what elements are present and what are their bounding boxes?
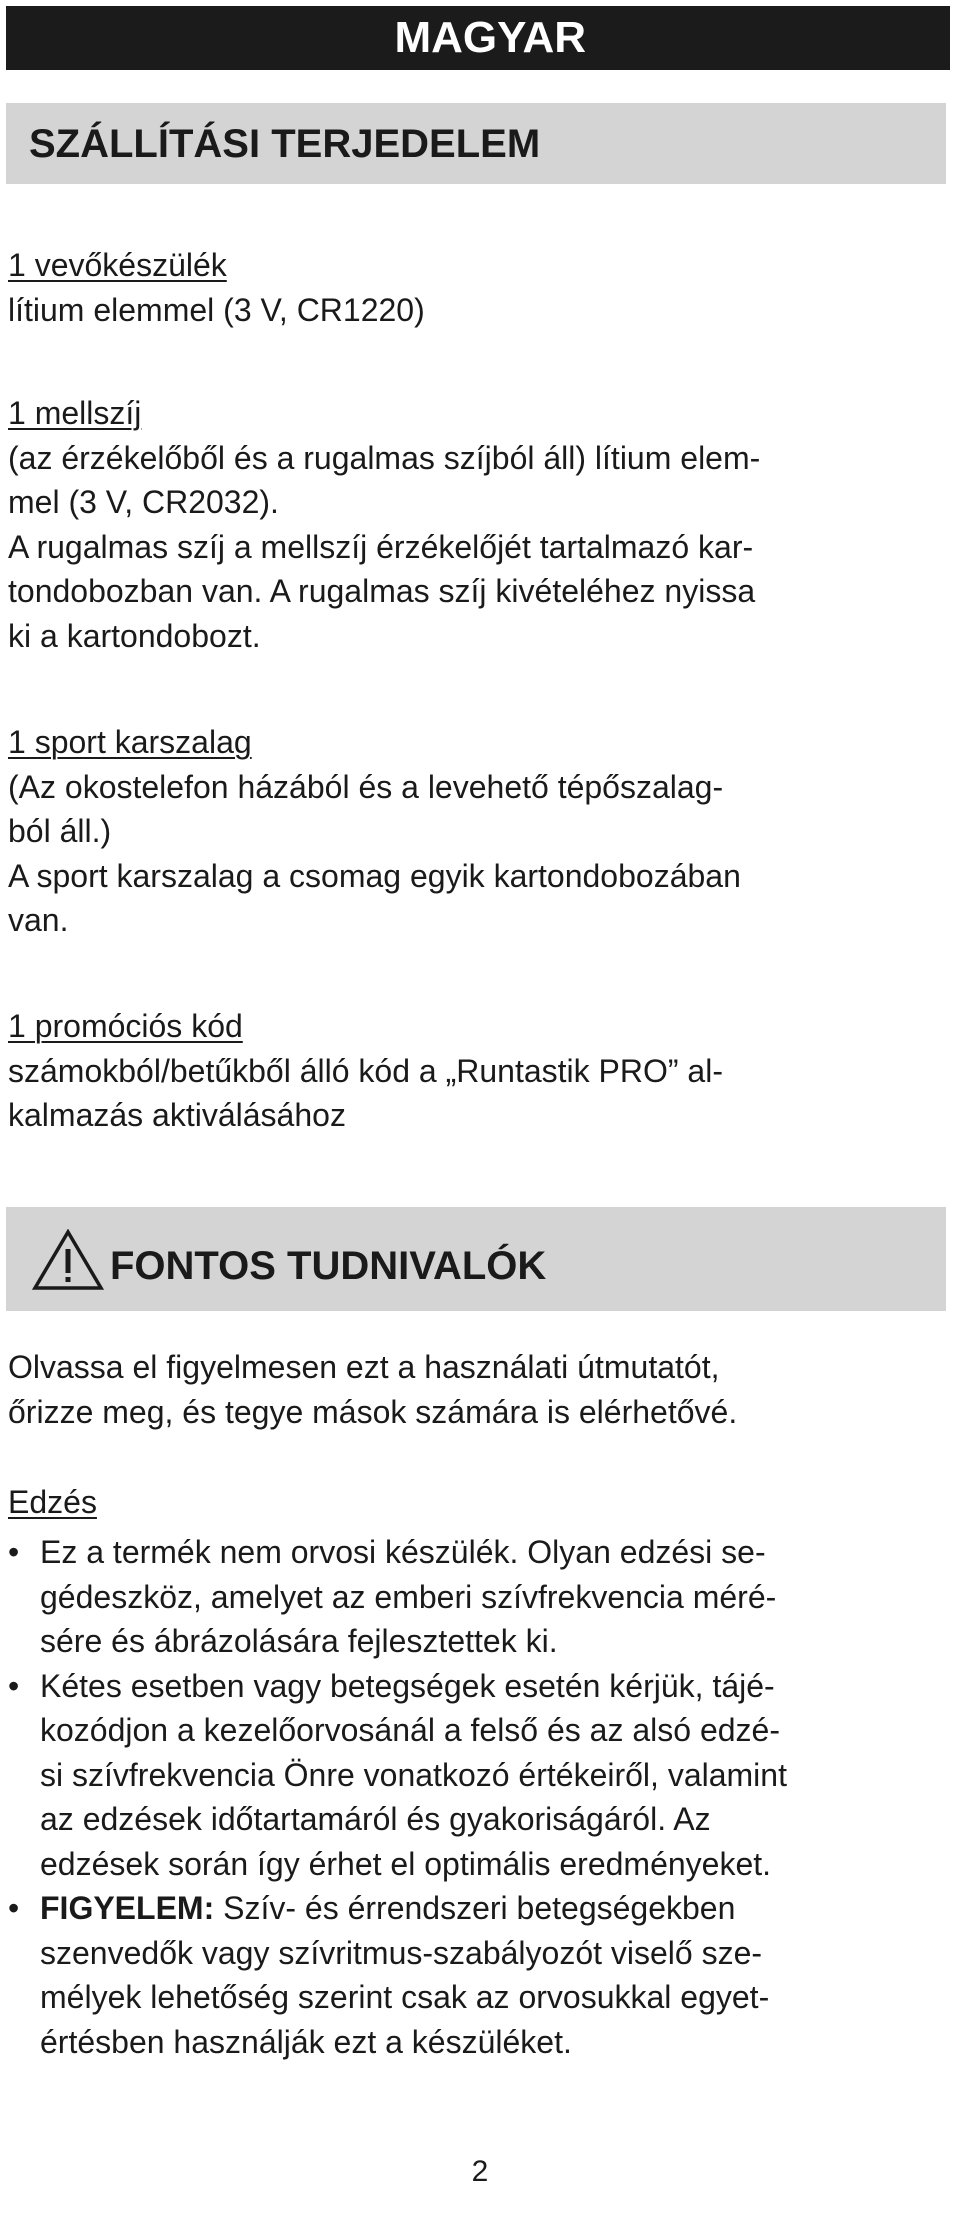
bullet-first-rest: Szív- és érrendszeri betegségekben — [214, 1890, 736, 1926]
bullet-line: Kétes esetben vagy betegségek esetén kérjük, tájé- — [40, 1667, 775, 1704]
item-heading: 1 mellszíj — [8, 395, 142, 431]
bullet-line: sére és ábrázolására fejlesztettek ki. — [40, 1623, 558, 1659]
delivery-section-header — [6, 103, 946, 184]
delivery-item-chest-strap — [8, 391, 948, 658]
item-line: (Az okostelefon házából és a levehető tépőszalag- — [8, 768, 724, 805]
bullet-item — [8, 1530, 948, 1664]
item-line: A sport karszalag a csomag egyik kartondobozában — [8, 857, 741, 894]
delivery-item-promo-code — [8, 1004, 948, 1138]
item-line: tondobozban van. A rugalmas szíj kivételéhez nyissa — [8, 573, 756, 609]
training-subheading: Edzés — [8, 1484, 97, 1520]
important-intro — [8, 1345, 948, 1434]
bullet-line: szenvedők vagy szívritmus-szabályozót viselő sze- — [40, 1934, 763, 1971]
intro-line: Olvassa el figyelmesen ezt a használati útmutatót, — [8, 1349, 720, 1385]
delivery-title: SZÁLLÍTÁSI TERJEDELEM — [29, 122, 541, 166]
bullet-line: gédeszköz, amelyet az emberi szívfrekvencia méré- — [40, 1578, 777, 1615]
item-line: lítium elemmel (3 V, CR1220) — [8, 291, 425, 328]
important-section-header — [6, 1207, 946, 1311]
bullet-line: si szívfrekvencia Önre vonatkozó értékeiről, valamint — [40, 1756, 787, 1793]
item-line: van. — [8, 902, 69, 938]
training-subheading-block — [8, 1480, 948, 1525]
delivery-item-armband — [8, 720, 948, 943]
language-label: MAGYAR — [394, 13, 586, 62]
bullet-line: Ez a termék nem orvosi készülék. Olyan edzési se- — [40, 1534, 766, 1570]
item-line: ki a kartondobozt. — [8, 617, 261, 654]
item-line: kalmazás aktiválásához — [8, 1097, 346, 1133]
bullet-line — [40, 1886, 948, 1931]
delivery-item-receiver — [8, 243, 948, 332]
bullet-line: értésben használják ezt a készüléket. — [40, 2023, 572, 2060]
item-line: (az érzékelőből és a rugalmas szíjból áll) lítium elem- — [8, 439, 761, 476]
bullet-item — [8, 1664, 948, 1887]
intro-line: őrizze meg, és tegye mások számára is elérhetővé. — [8, 1393, 738, 1430]
item-line: számokból/betűkből álló kód a „Runtastik PRO” al- — [8, 1052, 723, 1089]
item-line: ból áll.) — [8, 813, 112, 849]
bullet-line: edzések során így érhet el optimális eredményeket. — [40, 1845, 772, 1882]
item-heading: 1 promóciós kód — [8, 1008, 243, 1044]
item-line: A rugalmas szíj a mellszíj érzékelőjét tartalmazó kar- — [8, 528, 754, 565]
item-line: mel (3 V, CR2032). — [8, 484, 279, 520]
item-heading: 1 sport karszalag — [8, 724, 252, 760]
item-heading: 1 vevőkészülék — [8, 247, 227, 283]
training-bullet-list — [8, 1530, 948, 2064]
page-number: 2 — [471, 2155, 489, 2188]
attention-label: FIGYELEM: — [40, 1890, 215, 1926]
bullet-line: mélyek lehetőség szerint csak az orvosukkal egyet- — [40, 1979, 770, 2015]
bullet-dot-icon: • — [8, 1667, 20, 1704]
bullet-item-warning — [8, 1886, 948, 2064]
important-title: FONTOS TUDNIVALÓK — [110, 1244, 547, 1288]
bullet-dot-icon: • — [8, 1890, 20, 1926]
bullet-line: kozódjon a kezelőorvosánál a felső és az alsó edzé- — [40, 1712, 780, 1748]
language-header-bar — [6, 6, 950, 70]
bullet-dot-icon: • — [8, 1534, 20, 1570]
bullet-line: az edzések időtartamáról és gyakoriságáról. Az — [40, 1801, 711, 1837]
warning-triangle-icon — [32, 1229, 104, 1291]
